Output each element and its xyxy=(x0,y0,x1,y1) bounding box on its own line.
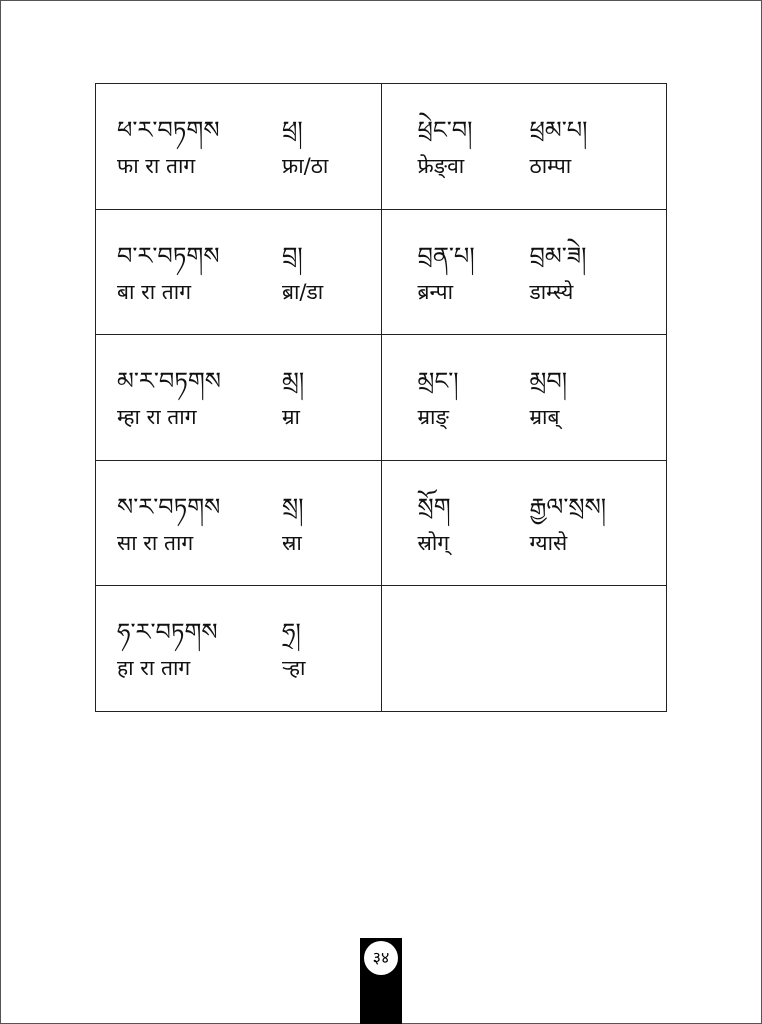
example-word-tibetan: ཕྲམ་པ། xyxy=(529,116,588,144)
tibetan-letter-name: ས་ར་བཏགས xyxy=(117,492,221,521)
example-word-devanagari: म्राब् xyxy=(529,405,560,430)
devanagari-letter-name: फा रा ताग xyxy=(117,154,196,178)
table-row xyxy=(96,209,667,335)
devanagari-letter-name: म्हा रा ताग xyxy=(117,405,197,430)
table-row xyxy=(96,586,667,712)
letter-cell xyxy=(96,460,382,586)
example-word-devanagari: ठाम्पा xyxy=(529,154,572,178)
devanagari-sound: ब्रा/डा xyxy=(282,279,324,304)
tibetan-stacked-letter: སྲ། xyxy=(282,492,304,521)
tibetan-letter-name: ཕ་ར་བཏགས xyxy=(117,116,220,144)
example-word-devanagari: फ्रेङ्वा xyxy=(417,154,465,178)
example-word-devanagari: डाम्स्ये xyxy=(529,279,574,304)
table-row xyxy=(96,335,667,461)
example-word-devanagari: ग्यासे xyxy=(529,530,568,555)
letter-cell xyxy=(96,84,382,210)
page-number-tab xyxy=(360,938,402,1024)
example-cell xyxy=(381,84,667,210)
example-word-devanagari: म्राङ् xyxy=(417,405,449,430)
devanagari-sound: फ्रा/ठा xyxy=(282,154,329,178)
tibetan-stacked-letter: བྲ། xyxy=(282,241,303,270)
tibetan-letter-name: ཧ་ར་བཏགས xyxy=(117,618,218,647)
example-word-devanagari: स्रोग् xyxy=(417,530,450,555)
example-word-tibetan: བྲམ་ཟེ། xyxy=(529,241,587,270)
tibetan-letter-name: བ་ར་བཏགས xyxy=(117,241,220,270)
example-word-tibetan: སྲོག xyxy=(417,492,451,521)
example-word-tibetan: མྲང་། xyxy=(417,367,459,396)
table-row xyxy=(96,460,667,586)
tibetan-stacked-letter: ཕྲ། xyxy=(282,116,303,144)
devanagari-sound: ऱ्हा xyxy=(282,656,306,681)
tibetan-stacked-letter: ཧྲ། xyxy=(282,618,301,647)
example-word-tibetan: བྲན་པ། xyxy=(417,241,475,270)
letter-cell xyxy=(96,586,382,712)
example-word-tibetan: མྲབ། xyxy=(529,367,568,396)
tibetan-letter-name: མ་ར་བཏགས xyxy=(117,367,221,396)
letter-cell xyxy=(96,335,382,461)
devanagari-sound: म्रा xyxy=(282,405,300,430)
example-cell xyxy=(381,460,667,586)
example-cell xyxy=(381,335,667,461)
page-number: ३४ xyxy=(364,941,398,975)
letter-cell xyxy=(96,209,382,335)
devanagari-letter-name: हा रा ताग xyxy=(117,656,191,681)
tibetan-stacked-letter: མྲ། xyxy=(282,367,305,396)
example-word-devanagari: ब्रन्पा xyxy=(417,279,454,304)
example-word-tibetan: རྒྱལ་སྲས། xyxy=(529,492,607,521)
devanagari-letter-name: सा रा ताग xyxy=(117,530,194,555)
example-word-tibetan: ཕྲེང་བ། xyxy=(417,116,473,144)
devanagari-letter-name: बा रा ताग xyxy=(117,279,192,304)
example-cell-empty xyxy=(381,586,667,712)
example-cell xyxy=(381,209,667,335)
table-row xyxy=(96,84,667,210)
letter-table xyxy=(95,83,667,712)
devanagari-sound: स्रा xyxy=(282,530,302,555)
